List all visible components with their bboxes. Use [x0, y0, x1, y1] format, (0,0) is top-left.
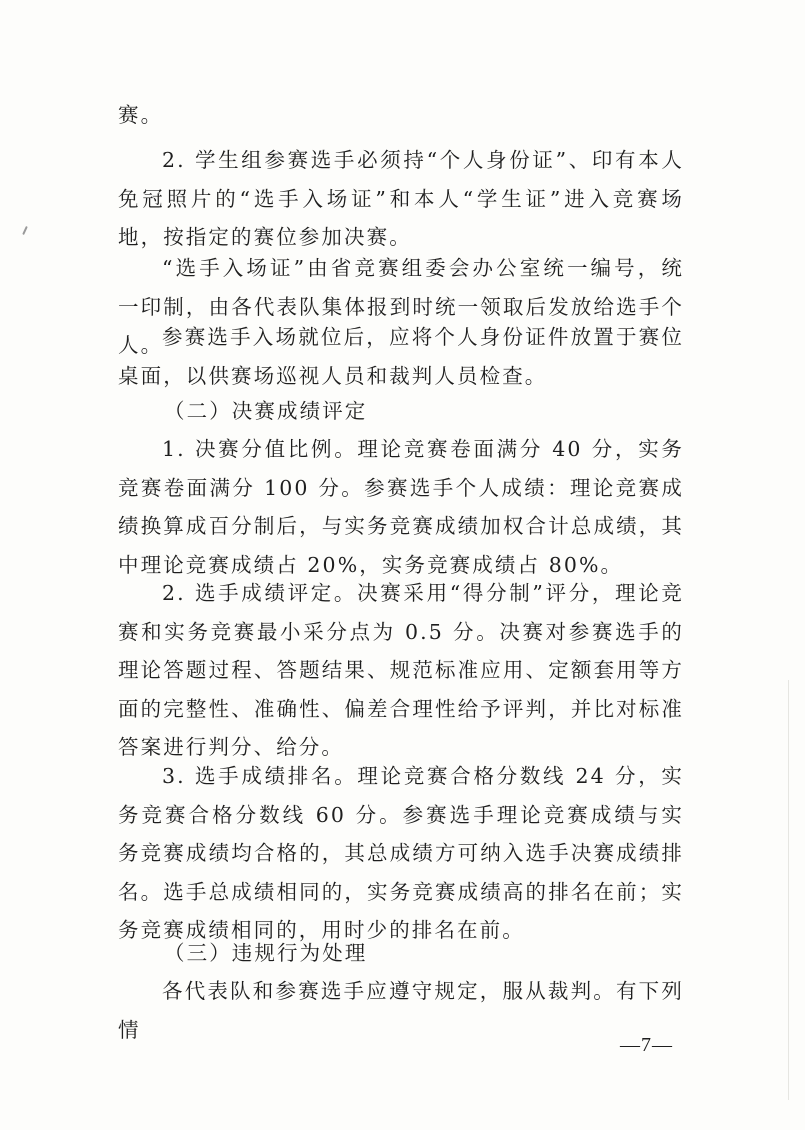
section-heading-violations: （三）违规行为处理 — [164, 941, 368, 965]
paragraph-score-evaluation: 2. 选手成绩评定。决赛采用“得分制”评分，理论竞赛和实务竞赛最小采分点为 0.5 分。决赛对参赛选手的理论答题过程、答题结果、规范标准应用、定额套用等方面的完整性、准确性、偏差合理性给予评判，并比对标准答案进行判分、给分。 — [118, 581, 684, 759]
paragraph-student-requirements: 2. 学生组参赛选手必须持“个人身份证”、印有本人免冠照片的“选手入场证”和本人“学生证”进入竞赛场地，按指定的赛位参加决赛。 — [118, 148, 684, 249]
section-heading-scoring: （二）决赛成绩评定 — [164, 399, 368, 423]
paragraph-ranking: 3. 选手成绩排名。理论竞赛合格分数线 24 分，实务竞赛合格分数线 60 分。参赛选手理论竞赛成绩与实务竞赛成绩均合格的，其总成绩方可纳入选手决赛成绩排名。选手总成绩相同的，实务竞赛成绩高的排名在前；实务竞赛成绩相同的，用时少的排名在前。 — [118, 764, 684, 942]
scan-mark — [22, 226, 28, 235]
scan-edge-line — [788, 680, 789, 1100]
paragraph-id-check: 参赛选手入场就位后，应将个人身份证件放置于赛位桌面，以供赛场巡视人员和裁判人员检查。 — [118, 325, 684, 388]
paragraph-score-ratio: 1. 决赛分值比例。理论竞赛卷面满分 40 分，实务竞赛卷面满分 100 分。参赛选手个人成绩：理论竞赛成绩换算成百分制后，与实务竞赛成绩加权合计总成绩，其中理论竞赛成绩占 20%，实务竞赛成绩占 80%。 — [118, 437, 684, 577]
page-number: —7— — [620, 1034, 673, 1056]
paragraph-continuation: 赛。 — [118, 103, 164, 127]
paragraph-entry-pass: “选手入场证”由省竞赛组委会办公室统一编号，统一印制，由各代表队集体报到时统一领取后发放给选手个人。 — [118, 256, 684, 357]
paragraph-violations: 各代表队和参赛选手应遵守规定，服从裁判。有下列情 — [118, 979, 684, 1042]
